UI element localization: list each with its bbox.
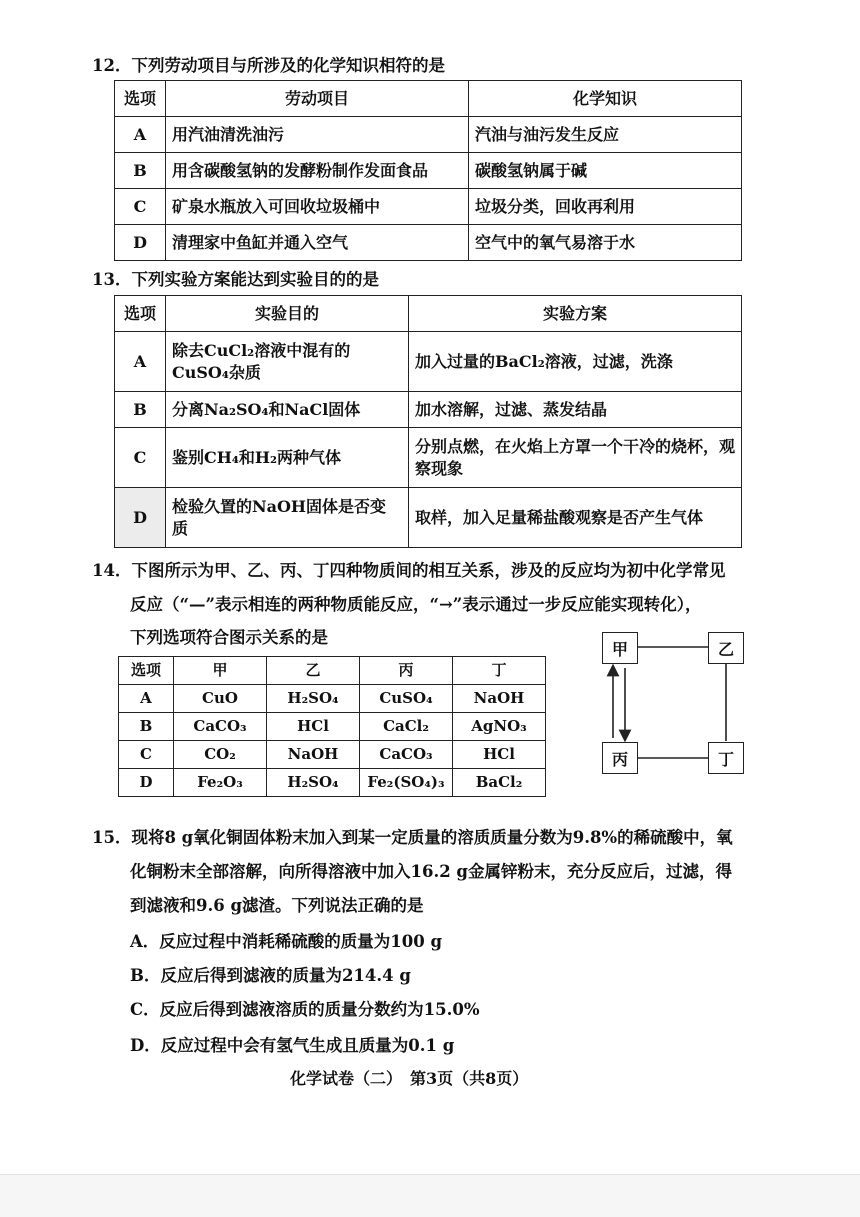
q12-row-c-option: C bbox=[115, 189, 166, 225]
q13-row-b-option: B bbox=[115, 392, 166, 428]
q14-table bbox=[118, 656, 546, 797]
q13-row-d-plan: 取样，加入足量稀盐酸观察是否产生气体 bbox=[409, 488, 742, 548]
q14-row-a-yi: H₂SO₄ bbox=[267, 685, 360, 713]
q15-option-b: B．反应后得到滤液的质量为214.4 g bbox=[130, 966, 411, 985]
q13-row-c-purpose: 鉴别CH₄和H₂两种气体 bbox=[166, 428, 409, 488]
q12-row-d-knowledge: 空气中的氧气易溶于水 bbox=[469, 225, 742, 261]
q15-stem-line3: 到滤液和9.6 g滤渣。下列说法正确的是 bbox=[130, 896, 424, 915]
q15-option-d: D．反应过程中会有氢气生成且质量为0.1 g bbox=[130, 1036, 455, 1055]
q13-header-plan: 实验方案 bbox=[409, 296, 742, 332]
q12-table bbox=[114, 80, 742, 261]
q13-row-a-purpose: 除去CuCl₂溶液中混有的CuSO₄杂质 bbox=[166, 332, 409, 392]
q13-stem: 13．下列实验方案能达到实验目的的是 bbox=[92, 270, 379, 289]
q12-stem: 12．下列劳动项目与所涉及的化学知识相符的是 bbox=[92, 56, 445, 75]
q14-row-a-bing: CuSO₄ bbox=[360, 685, 453, 713]
q15-stem-line2: 化铜粉末全部溶解，向所得溶液中加入16.2 g金属锌粉末，充分反应后，过滤，得 bbox=[130, 862, 732, 881]
diagram-node-jia: 甲 bbox=[602, 632, 638, 664]
q13-row-b-purpose: 分离Na₂SO₄和NaCl固体 bbox=[166, 392, 409, 428]
q14-row-c-yi: NaOH bbox=[267, 741, 360, 769]
q14-row-d-ding: BaCl₂ bbox=[453, 769, 546, 797]
q14-stem-line2: 反应（“—”表示相连的两种物质能反应，“→”表示通过一步反应能实现转化）， bbox=[130, 595, 702, 614]
q12-header-option: 选项 bbox=[115, 81, 166, 117]
q14-row-b-option: B bbox=[119, 713, 174, 741]
q13-row-a-option: A bbox=[115, 332, 166, 392]
q14-row-c-ding: HCl bbox=[453, 741, 546, 769]
q15-stem-line1: 15．现将8 g氧化铜固体粉末加入到某一定质量的溶质质量分数为9.8%的稀硫酸中，氧 bbox=[92, 828, 733, 847]
diagram-node-ding: 丁 bbox=[708, 742, 744, 774]
q12-row-a-labor: 用汽油清洗油污 bbox=[166, 117, 469, 153]
q12-row-c-labor: 矿泉水瓶放入可回收垃圾桶中 bbox=[166, 189, 469, 225]
q14-header-bing: 丙 bbox=[360, 657, 453, 685]
q14-row-d-bing: Fe₂(SO₄)₃ bbox=[360, 769, 453, 797]
q13-row-c-option: C bbox=[115, 428, 166, 488]
q14-row-a-jia: CuO bbox=[174, 685, 267, 713]
q13-header-option: 选项 bbox=[115, 296, 166, 332]
q12-header-knowledge: 化学知识 bbox=[469, 81, 742, 117]
q14-header-yi: 乙 bbox=[267, 657, 360, 685]
q14-row-b-bing: CaCl₂ bbox=[360, 713, 453, 741]
q14-row-c-jia: CO₂ bbox=[174, 741, 267, 769]
q14-row-d-option: D bbox=[119, 769, 174, 797]
q14-row-a-ding: NaOH bbox=[453, 685, 546, 713]
q14-stem-line1: 14．下图所示为甲、乙、丙、丁四种物质间的相互关系，涉及的反应均为初中化学常见 bbox=[92, 561, 726, 580]
viewer-bottom-bar bbox=[0, 1174, 860, 1217]
q12-header-labor: 劳动项目 bbox=[166, 81, 469, 117]
q12-row-d-labor: 清理家中鱼缸并通入空气 bbox=[166, 225, 469, 261]
q14-row-b-yi: HCl bbox=[267, 713, 360, 741]
q13-row-d-purpose: 检验久置的NaOH固体是否变质 bbox=[166, 488, 409, 548]
q13-header-purpose: 实验目的 bbox=[166, 296, 409, 332]
q14-stem-line3: 下列选项符合图示关系的是 bbox=[130, 628, 328, 647]
q14-row-c-bing: CaCO₃ bbox=[360, 741, 453, 769]
q15-option-c: C．反应后得到滤液溶质的质量分数约为15.0% bbox=[130, 1000, 480, 1019]
q13-row-b-plan: 加水溶解，过滤、蒸发结晶 bbox=[409, 392, 742, 428]
q14-row-d-jia: Fe₂O₃ bbox=[174, 769, 267, 797]
q12-row-a-knowledge: 汽油与油污发生反应 bbox=[469, 117, 742, 153]
diagram-node-bing: 丙 bbox=[602, 742, 638, 774]
q14-row-c-option: C bbox=[119, 741, 174, 769]
q13-row-d-option: D bbox=[115, 488, 166, 548]
q14-row-d-yi: H₂SO₄ bbox=[267, 769, 360, 797]
q13-table bbox=[114, 295, 742, 548]
q12-row-c-knowledge: 垃圾分类，回收再利用 bbox=[469, 189, 742, 225]
q14-row-a-option: A bbox=[119, 685, 174, 713]
q12-row-b-option: B bbox=[115, 153, 166, 189]
q14-row-b-ding: AgNO₃ bbox=[453, 713, 546, 741]
q14-row-b-jia: CaCO₃ bbox=[174, 713, 267, 741]
q12-row-b-knowledge: 碳酸氢钠属于碱 bbox=[469, 153, 742, 189]
q12-row-b-labor: 用含碳酸氢钠的发酵粉制作发面食品 bbox=[166, 153, 469, 189]
q12-row-a-option: A bbox=[115, 117, 166, 153]
diagram-node-yi: 乙 bbox=[708, 632, 744, 664]
q14-header-ding: 丁 bbox=[453, 657, 546, 685]
q15-option-a: A．反应过程中消耗稀硫酸的质量为100 g bbox=[130, 932, 443, 951]
q14-header-jia: 甲 bbox=[174, 657, 267, 685]
page-footer: 化学试卷（二） 第3页（共8页） bbox=[290, 1069, 529, 1088]
q14-header-option: 选项 bbox=[119, 657, 174, 685]
q12-row-d-option: D bbox=[115, 225, 166, 261]
q13-row-a-plan: 加入过量的BaCl₂溶液，过滤，洗涤 bbox=[409, 332, 742, 392]
q13-row-c-plan: 分别点燃，在火焰上方罩一个干冷的烧杯，观察现象 bbox=[409, 428, 742, 488]
